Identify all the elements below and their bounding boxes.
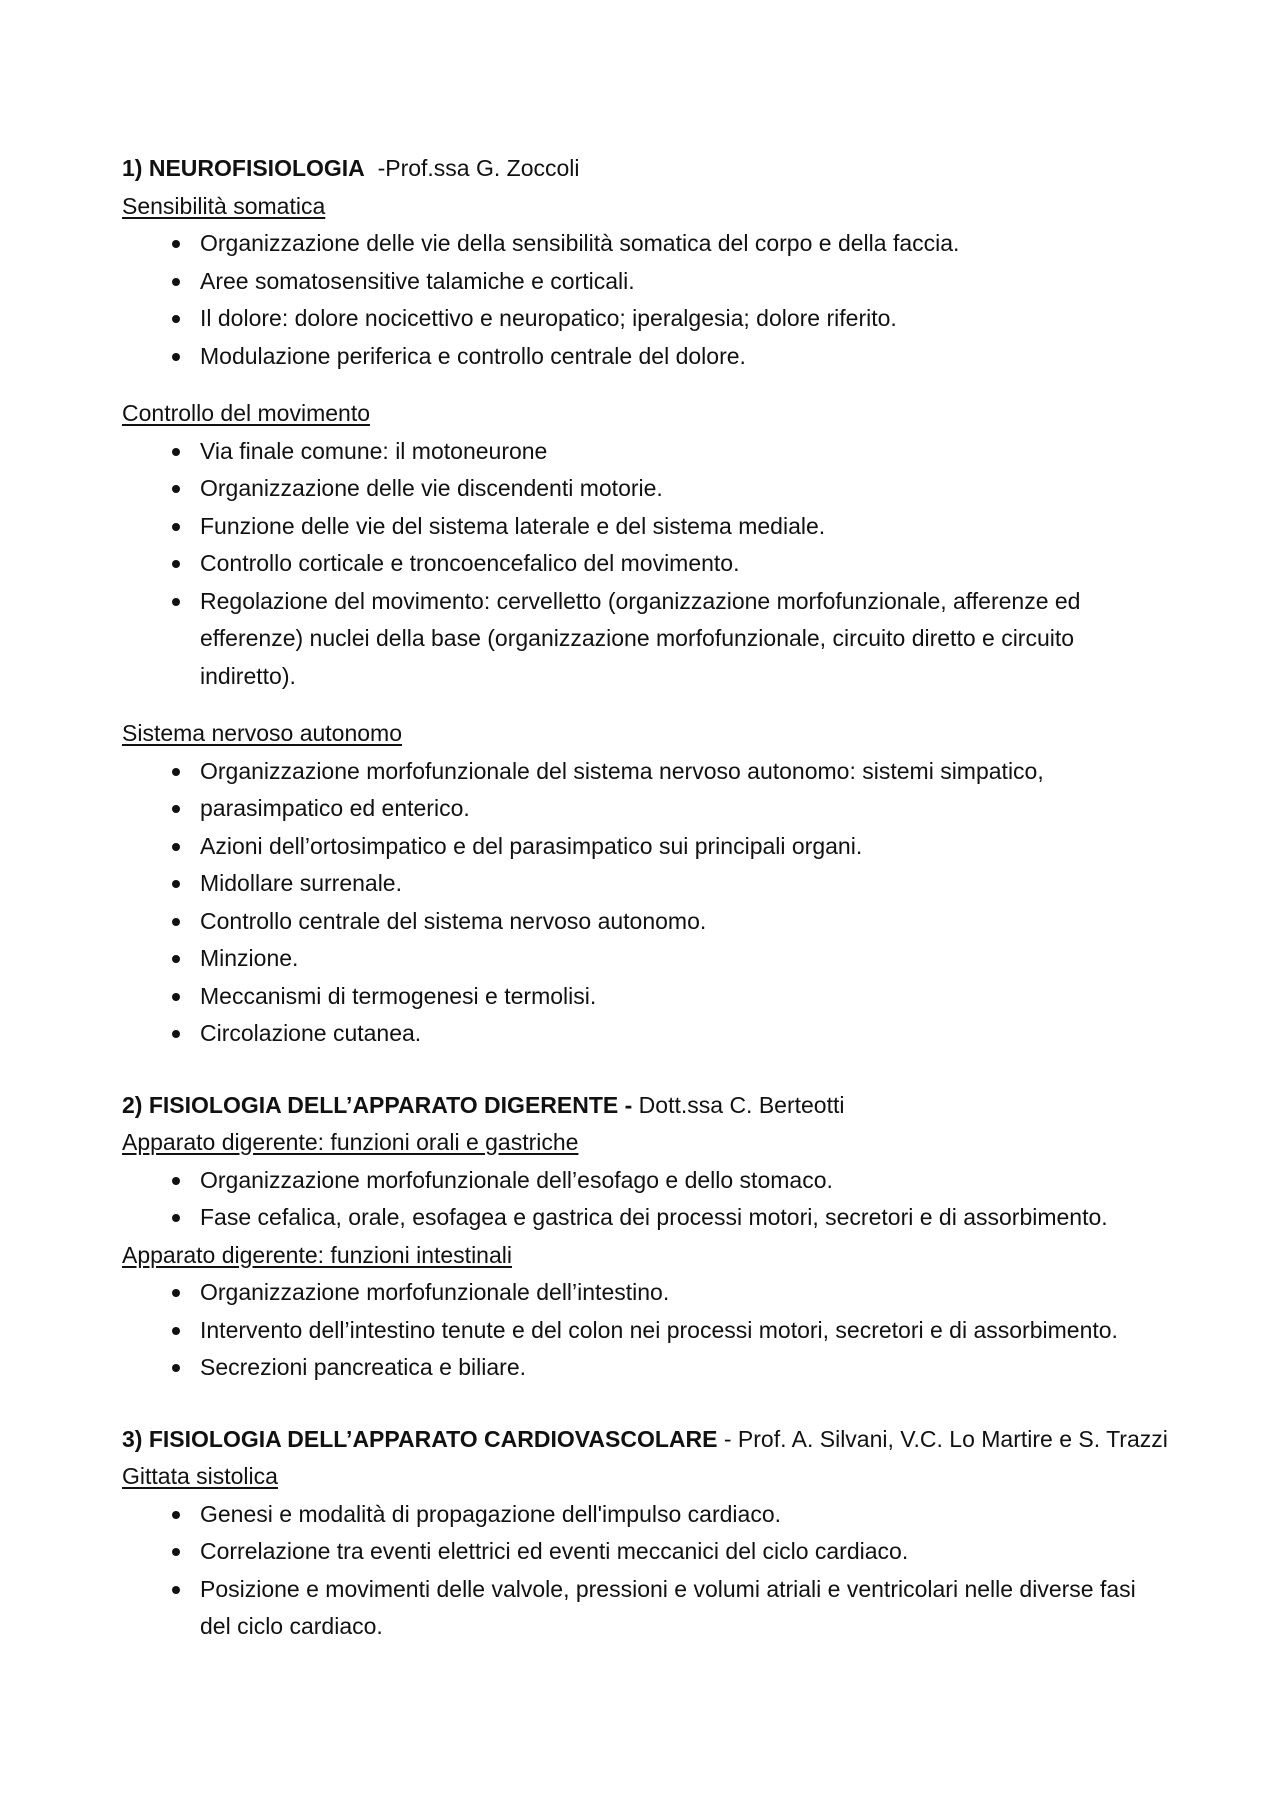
bullet-list xyxy=(122,433,1162,696)
list-item-text: Aree somatosensitive talamiche e corticali. xyxy=(200,267,635,294)
list-item-text: Via finale comune: il motoneurone xyxy=(200,437,548,464)
section-title-bold: 1) NEUROFISIOLOGIA xyxy=(122,155,365,181)
list-item xyxy=(122,978,1162,1016)
list-item-text: Meccanismi di termogenesi e termolisi. xyxy=(200,982,597,1009)
list-item-text: Organizzazione morfofunzionale dell’intestino. xyxy=(200,1279,670,1305)
list-item xyxy=(122,470,1162,508)
list-item-text: Organizzazione morfofunzionale del sistema nervoso autonomo: sistemi simpatico, xyxy=(200,757,1044,784)
bullet-icon xyxy=(172,1030,180,1038)
bullet-icon xyxy=(172,1586,180,1594)
bullet-list xyxy=(122,1274,1162,1387)
subheading-sistema-nervoso-autonomo: Sistema nervoso autonomo xyxy=(122,720,402,746)
list-item xyxy=(122,263,1162,301)
bullet-icon xyxy=(172,1177,180,1185)
list-item xyxy=(122,545,1162,583)
list-item-text: Funzione delle vie del sistema laterale e del sistema mediale. xyxy=(200,512,826,539)
list-item xyxy=(122,1015,1162,1053)
bullet-icon xyxy=(172,768,180,776)
section-title-bold: 3) FISIOLOGIA DELL’APPARATO CARDIOVASCOLARE xyxy=(122,1425,718,1452)
subheading-controllo-movimento: Controllo del movimento xyxy=(122,400,371,426)
list-item-text: Organizzazione delle vie discendenti motorie. xyxy=(200,475,663,501)
subheading-sensibilita-somatica: Sensibilità somatica xyxy=(122,192,326,219)
bullet-icon xyxy=(172,843,180,851)
bullet-icon xyxy=(172,918,180,926)
list-item-text: parasimpatico ed enterico. xyxy=(200,795,470,821)
list-item-text: Controllo corticale e troncoencefalico del movimento. xyxy=(200,550,740,576)
list-item xyxy=(122,828,1162,866)
list-item xyxy=(122,1199,1162,1237)
list-item-text: Correlazione tra eventi elettrici ed eventi meccanici del ciclo cardiaco. xyxy=(200,1538,909,1564)
list-item xyxy=(122,790,1162,828)
bullet-icon xyxy=(172,1214,180,1222)
section-title-bold: 2) FISIOLOGIA DELL’APPARATO DIGERENTE - xyxy=(122,1091,633,1118)
bullet-icon xyxy=(172,523,180,531)
list-item xyxy=(122,508,1162,546)
bullet-icon xyxy=(172,1511,180,1519)
subheading-funzioni-intestinali: Apparato digerente: funzioni intestinali xyxy=(122,1241,512,1268)
list-item-text: Modulazione periferica e controllo centrale del dolore. xyxy=(200,342,746,369)
bullet-icon xyxy=(172,993,180,1001)
bullet-icon xyxy=(172,1364,180,1372)
section-title-author: - Prof. A. Silvani, V.C. Lo Martire e S. Trazzi xyxy=(717,1425,1168,1452)
bullet-icon xyxy=(172,1327,180,1335)
bullet-icon xyxy=(172,1548,180,1556)
list-item xyxy=(122,1274,1162,1312)
section-apparato-digerente xyxy=(122,1087,1162,1387)
bullet-icon xyxy=(172,353,180,361)
list-item-text: Regolazione del movimento: cervelletto (organizzazione morfofunzionale, afferenze ed efferenze) nuclei della base (organizzazione morfofunzionale, circuito diretto e circuito indiretto). xyxy=(200,587,1081,689)
bullet-icon xyxy=(172,598,180,606)
list-item xyxy=(122,1162,1162,1200)
list-item xyxy=(122,225,1162,263)
bullet-icon xyxy=(172,1289,180,1297)
bullet-icon xyxy=(172,315,180,323)
list-item-text: Midollare surrenale. xyxy=(200,870,402,896)
list-item xyxy=(122,338,1162,376)
section-title xyxy=(122,150,1162,188)
spacer xyxy=(122,375,1162,395)
subheading-funzioni-orali-gastriche: Apparato digerente: funzioni orali e gastriche xyxy=(122,1129,579,1155)
bullet-list xyxy=(122,753,1162,1053)
list-item-text: Posizione e movimenti delle valvole, pressioni e volumi atriali e ventricolari nelle diverse fasi del ciclo cardiaco. xyxy=(200,1575,1136,1639)
list-item xyxy=(122,433,1162,471)
list-item xyxy=(122,940,1162,978)
list-item xyxy=(122,1533,1162,1571)
section-title-author: -Prof.ssa G. Zoccoli xyxy=(364,155,580,181)
document-page xyxy=(122,150,1168,1646)
spacer xyxy=(122,1053,1162,1087)
bullet-list xyxy=(122,225,1162,375)
list-item-text: Il dolore: dolore nocicettivo e neuropatico; iperalgesia; dolore riferito. xyxy=(200,305,897,331)
list-item xyxy=(122,583,1162,696)
list-item-text: Minzione. xyxy=(200,945,299,971)
list-item xyxy=(122,1312,1162,1350)
list-item xyxy=(122,1349,1162,1387)
section-neurofisiologia xyxy=(122,150,1162,1053)
bullet-icon xyxy=(172,448,180,456)
list-item-text: Genesi e modalità di propagazione dell'impulso cardiaco. xyxy=(200,1500,782,1527)
list-item-text: Organizzazione morfofunzionale dell’esofago e dello stomaco. xyxy=(200,1166,833,1193)
bullet-icon xyxy=(172,485,180,493)
list-item-text: Organizzazione delle vie della sensibilità somatica del corpo e della faccia. xyxy=(200,230,960,256)
section-title xyxy=(122,1087,1162,1125)
list-item xyxy=(122,1496,1162,1534)
bullet-list xyxy=(122,1496,1162,1646)
list-item xyxy=(122,753,1162,791)
list-item-text: Intervento dell’intestino tenute e del colon nei processi motori, secretori e di assorbimento. xyxy=(200,1316,1118,1343)
bullet-icon xyxy=(172,240,180,248)
list-item-text: Fase cefalica, orale, esofagea e gastrica dei processi motori, secretori e di assorbimento. xyxy=(200,1204,1108,1230)
list-item xyxy=(122,865,1162,903)
bullet-icon xyxy=(172,955,180,963)
list-item xyxy=(122,903,1162,941)
bullet-icon xyxy=(172,805,180,813)
list-item xyxy=(122,1571,1162,1646)
subheading-gittata-sistolica: Gittata sistolica xyxy=(122,1463,278,1489)
section-apparato-cardiovascolare xyxy=(122,1421,1168,1646)
bullet-list xyxy=(122,1162,1162,1237)
bullet-icon xyxy=(172,560,180,568)
bullet-icon xyxy=(172,278,180,286)
list-item xyxy=(122,300,1162,338)
section-title-author: Dott.ssa C. Berteotti xyxy=(632,1091,845,1118)
list-item-text: Circolazione cutanea. xyxy=(200,1020,422,1046)
bullet-icon xyxy=(172,880,180,888)
spacer xyxy=(122,1387,1162,1421)
section-title xyxy=(122,1421,1168,1459)
list-item-text: Secrezioni pancreatica e biliare. xyxy=(200,1354,527,1380)
list-item-text: Controllo centrale del sistema nervoso autonomo. xyxy=(200,907,707,934)
list-item-text: Azioni dell’ortosimpatico e del parasimpatico sui principali organi. xyxy=(200,832,863,859)
spacer xyxy=(122,695,1162,715)
